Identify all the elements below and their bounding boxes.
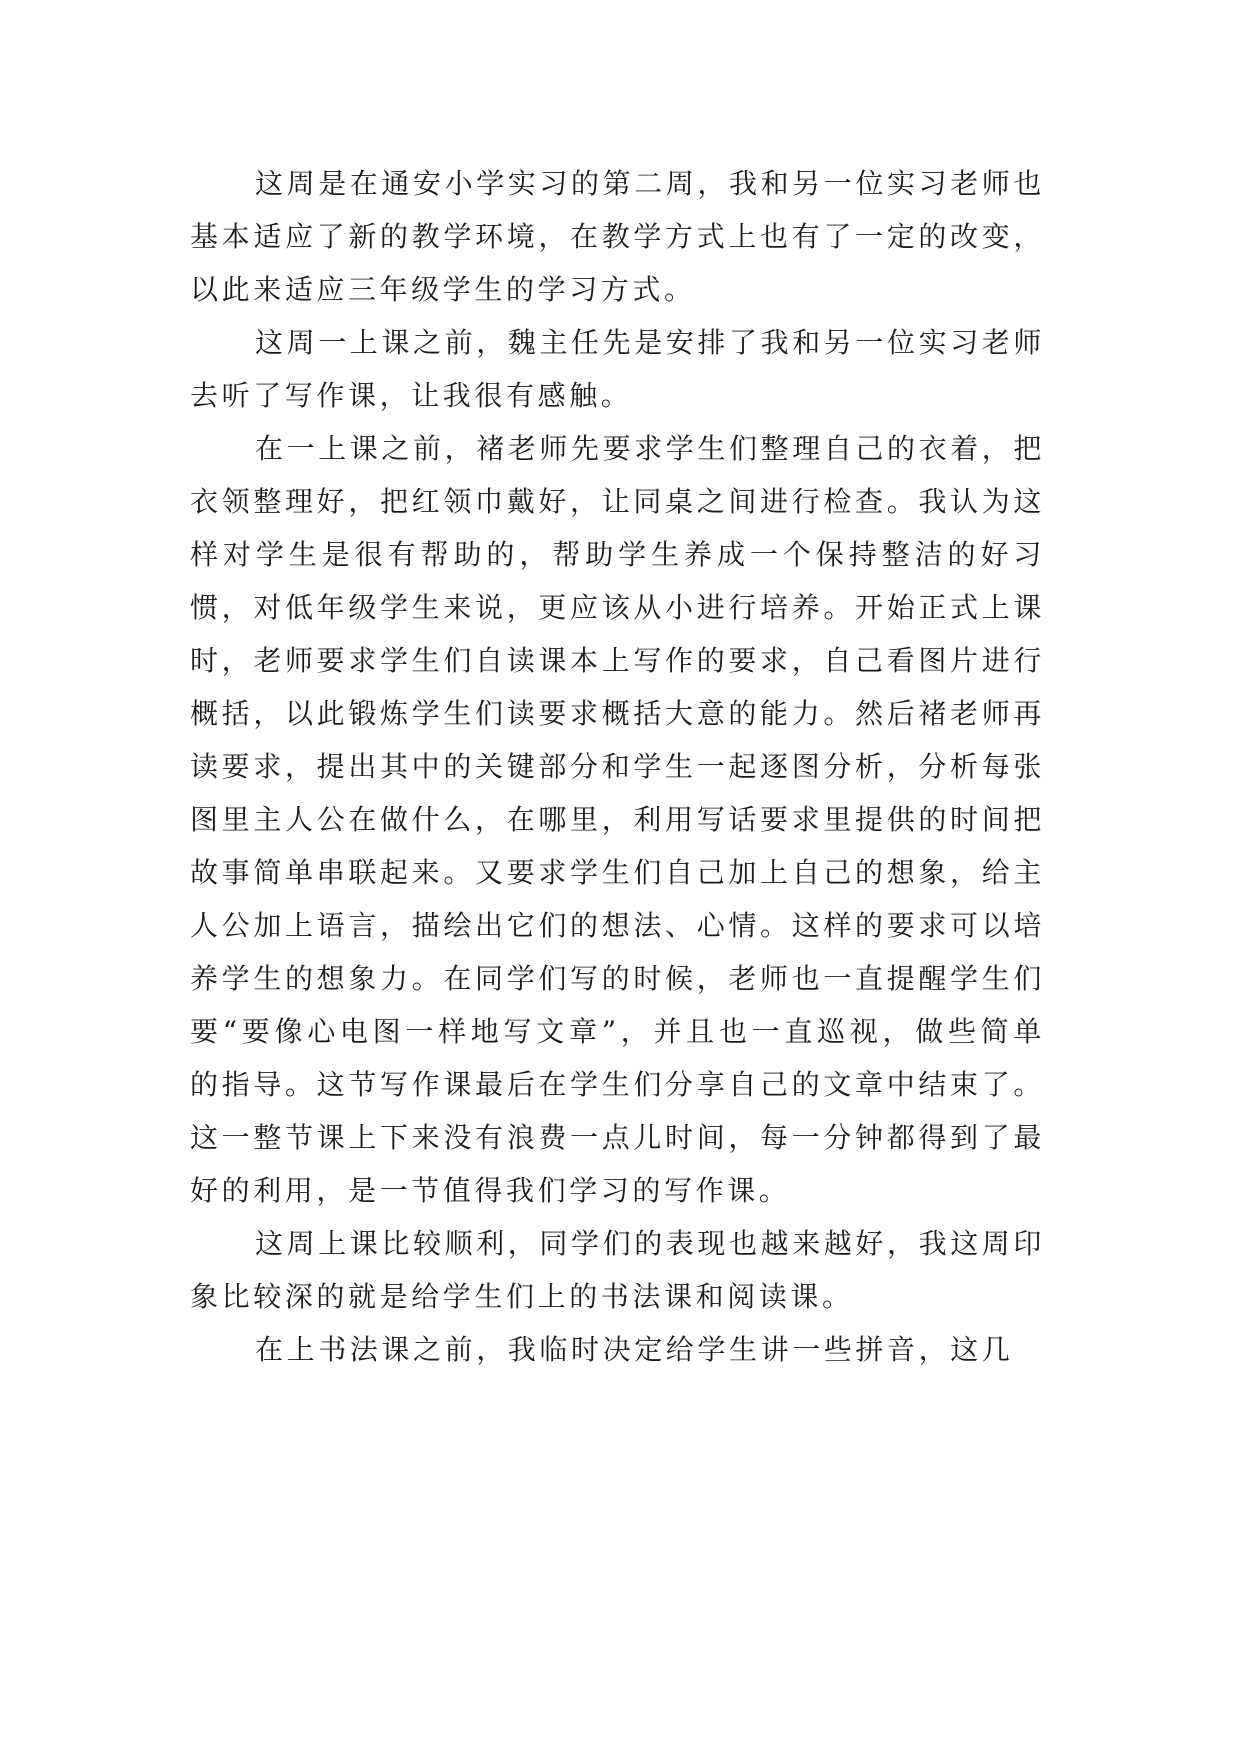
document-body — [190, 157, 1045, 1376]
paragraph: 在一上课之前，褚老师先要求学生们整理自己的衣着，把衣领整理好，把红领巾戴好，让同桌之间进行检查。我认为这样对学生是很有帮助的，帮助学生养成一个保持整洁的好习惯，对低年级学生来说，更应该从小进行培养。开始正式上课时，老师要求学生们自读课本上写作的要求，自己看图片进行概括，以此锻炼学生们读要求概括大意的能力。然后褚老师再读要求，提出其中的关键部分和学生一起逐图分析，分析每张图里主人公在做什么，在哪里，利用写话要求里提供的时间把故事简单串联起来。又要求学生们自己加上自己的想象，给主人公加上语言，描绘出它们的想法、心情。这样的要求可以培养学生的想象力。在同学们写的时候，老师也一直提醒学生们要“要像心电图一样地写文章”，并且也一直巡视，做些简单的指导。这节写作课最后在学生们分享自己的文章中结束了。这一整节课上下来没有浪费一点儿时间，每一分钟都得到了最好的利用，是一节值得我们学习的写作课。 — [190, 432, 1046, 1207]
paragraph: 这周上课比较顺利，同学们的表现也越来越好，我这周印象比较深的就是给学生们上的书法课和阅读课。 — [190, 1227, 1046, 1313]
paragraph: 在上书法课之前，我临时决定给学生讲一些拼音，这几 — [255, 1333, 1014, 1366]
paragraph: 这周是在通安小学实习的第二周，我和另一位实习老师也基本适应了新的教学环境，在教学方式上也有了一定的改变，以此来适应三年级学生的学习方式。 — [190, 167, 1046, 306]
paragraph: 这周一上课之前，魏主任先是安排了我和另一位实习老师去听了写作课，让我很有感触。 — [190, 326, 1046, 412]
